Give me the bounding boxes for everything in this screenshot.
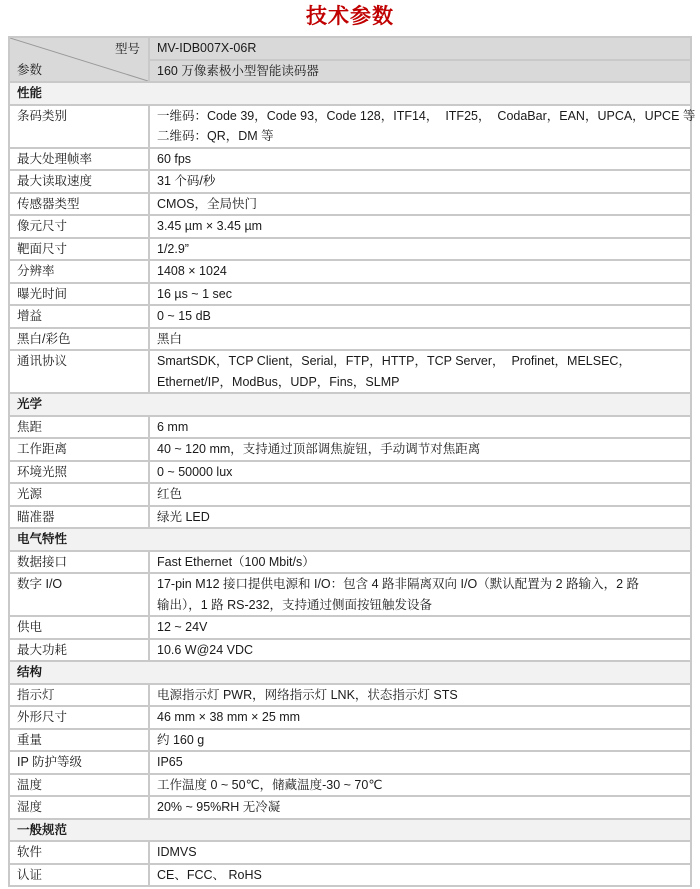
spec-row xyxy=(9,305,691,328)
spec-row xyxy=(9,438,691,461)
spec-label: 最大功耗 xyxy=(9,639,149,662)
spec-row xyxy=(9,706,691,729)
section-title: 性能 xyxy=(9,82,691,105)
spec-value-line: 黑白 xyxy=(157,331,183,346)
spec-value xyxy=(149,729,691,752)
spec-label: 最大处理帧率 xyxy=(9,148,149,171)
section-row xyxy=(9,819,691,842)
section-row xyxy=(9,528,691,551)
spec-label: 外形尺寸 xyxy=(9,706,149,729)
spec-value xyxy=(149,841,691,864)
spec-value xyxy=(149,796,691,819)
spec-value-line: 16 µs ~ 1 sec xyxy=(157,286,232,301)
spec-value xyxy=(149,193,691,216)
spec-value-line: 12 ~ 24V xyxy=(157,620,208,634)
spec-label: 曝光时间 xyxy=(9,283,149,306)
spec-value xyxy=(149,148,691,171)
spec-label: 增益 xyxy=(9,305,149,328)
spec-label: 黑白/彩色 xyxy=(9,328,149,351)
spec-value xyxy=(149,573,691,616)
section-title: 光学 xyxy=(9,393,691,416)
spec-label: 数字 I/O xyxy=(9,573,149,616)
spec-row xyxy=(9,105,691,148)
spec-label: 重量 xyxy=(9,729,149,752)
spec-row xyxy=(9,864,691,887)
spec-value xyxy=(149,260,691,283)
param-label: 参数 xyxy=(17,62,43,77)
spec-value-line: 电源指示灯 PWR，网络指示灯 LNK，状态指示灯 STS xyxy=(157,687,458,702)
spec-value xyxy=(149,416,691,439)
spec-label: 最大读取速度 xyxy=(9,170,149,193)
section-title: 结构 xyxy=(9,661,691,684)
model-label: 型号 xyxy=(114,42,140,56)
spec-value-line: 输出），1 路 RS-232，支持通过侧面按钮触发设备 xyxy=(157,597,433,612)
spec-row xyxy=(9,215,691,238)
spec-value xyxy=(149,751,691,774)
spec-label: IP 防护等级 xyxy=(9,751,149,774)
spec-row xyxy=(9,416,691,439)
spec-label: 认证 xyxy=(9,864,149,887)
spec-row xyxy=(9,461,691,484)
spec-row xyxy=(9,148,691,171)
spec-value xyxy=(149,616,691,639)
spec-value-line: 31 个码/秒 xyxy=(157,174,216,188)
header-row-model xyxy=(9,37,691,60)
spec-value-line: 工作温度 0 ~ 50℃，储藏温度-30 ~ 70℃ xyxy=(157,777,383,792)
header-diagonal-cell xyxy=(9,37,149,82)
spec-row xyxy=(9,551,691,574)
section-row xyxy=(9,82,691,105)
spec-value xyxy=(149,639,691,662)
spec-value-line: 46 mm × 38 mm × 25 mm xyxy=(157,710,301,724)
spec-row xyxy=(9,283,691,306)
spec-value xyxy=(149,684,691,707)
spec-row xyxy=(9,238,691,261)
spec-value xyxy=(149,215,691,238)
spec-value-line: 0 ~ 15 dB xyxy=(157,309,211,323)
spec-row xyxy=(9,796,691,819)
spec-value-line: CMOS，全局快门 xyxy=(157,196,258,211)
spec-value-line: 一维码：Code 39，Code 93，Code 128，ITF14， ITF25， CodaBar，EAN，UPCA，UPCE 等 xyxy=(157,108,696,123)
spec-value-line: 1408 × 1024 xyxy=(157,264,227,278)
spec-value-line: 60 fps xyxy=(157,151,192,166)
spec-value xyxy=(149,461,691,484)
spec-label: 湿度 xyxy=(9,796,149,819)
spec-value xyxy=(149,774,691,797)
spec-row xyxy=(9,684,691,707)
spec-label: 条码类别 xyxy=(9,105,149,148)
spec-row xyxy=(9,616,691,639)
spec-label: 通讯协议 xyxy=(9,350,149,393)
section-row xyxy=(9,393,691,416)
spec-value xyxy=(149,551,691,574)
spec-label: 分辨率 xyxy=(9,260,149,283)
spec-value xyxy=(149,864,691,887)
spec-value-line: 3.45 µm × 3.45 µm xyxy=(157,219,263,233)
page-title: 技术参数 xyxy=(306,5,394,28)
spec-value-line: 0 ~ 50000 lux xyxy=(157,464,233,479)
spec-value-line: IDMVS xyxy=(157,845,197,859)
spec-row xyxy=(9,193,691,216)
spec-row xyxy=(9,506,691,529)
spec-value-line: 40 ~ 120 mm，支持通过顶部调焦旋钮，手动调节对焦距离 xyxy=(157,442,481,456)
spec-value xyxy=(149,506,691,529)
spec-label: 传感器类型 xyxy=(9,193,149,216)
spec-value-line: Fast Ethernet（100 Mbit/s） xyxy=(157,554,315,569)
spec-value-line: 20% ~ 95%RH 无冷凝 xyxy=(157,800,281,814)
spec-row xyxy=(9,841,691,864)
spec-value-line: IP65 xyxy=(157,755,183,769)
spec-table xyxy=(8,36,696,887)
section-title: 电气特性 xyxy=(9,528,691,551)
spec-label: 光源 xyxy=(9,483,149,506)
spec-value-line: 10.6 W@24 VDC xyxy=(157,642,254,657)
spec-row xyxy=(9,639,691,662)
spec-value-line: 红色 xyxy=(157,487,183,501)
spec-value xyxy=(149,170,691,193)
model-description: 160 万像素极小型智能读码器 xyxy=(149,60,691,83)
spec-value xyxy=(149,283,691,306)
spec-label: 焦距 xyxy=(9,416,149,439)
spec-row xyxy=(9,774,691,797)
spec-label: 工作距离 xyxy=(9,438,149,461)
spec-value-line: SmartSDK，TCP Client，Serial，FTP，HTTP，TCP Server， Profinet，MELSEC， xyxy=(157,354,631,368)
spec-value xyxy=(149,483,691,506)
spec-label: 像元尺寸 xyxy=(9,215,149,238)
spec-value-line: 6 mm xyxy=(157,419,189,434)
spec-row xyxy=(9,260,691,283)
spec-value-line: 绿光 LED xyxy=(157,509,210,524)
spec-label: 供电 xyxy=(9,616,149,639)
section-title: 一般规范 xyxy=(9,819,691,842)
spec-row xyxy=(9,170,691,193)
spec-label: 数据接口 xyxy=(9,551,149,574)
spec-value xyxy=(149,305,691,328)
spec-label: 靶面尺寸 xyxy=(9,238,149,261)
spec-row xyxy=(9,328,691,351)
spec-value-line: 1/2.9” xyxy=(157,241,189,256)
model-value: MV-IDB007X-06R xyxy=(149,37,691,60)
section-row xyxy=(9,661,691,684)
spec-label: 瞄准器 xyxy=(9,506,149,529)
spec-row xyxy=(9,350,691,393)
spec-value xyxy=(149,350,691,393)
spec-row xyxy=(9,483,691,506)
spec-label: 环境光照 xyxy=(9,461,149,484)
spec-value-line: 17-pin M12 接口提供电源和 I/O：包含 4 路非隔离双向 I/O（默认配置为 2 路输入，2 路 xyxy=(157,577,640,591)
spec-value xyxy=(149,438,691,461)
spec-label: 温度 xyxy=(9,774,149,797)
spec-row xyxy=(9,729,691,752)
spec-value xyxy=(149,706,691,729)
spec-value xyxy=(149,328,691,351)
spec-row xyxy=(9,573,691,616)
spec-value-line: CE、FCC、 RoHS xyxy=(157,867,262,882)
spec-label: 指示灯 xyxy=(9,684,149,707)
spec-label: 软件 xyxy=(9,841,149,864)
spec-row xyxy=(9,751,691,774)
spec-value-line: 约 160 g xyxy=(157,732,205,747)
spec-value-line: 二维码：QR，DM 等 xyxy=(157,129,274,143)
spec-value xyxy=(149,238,691,261)
spec-value xyxy=(149,105,696,148)
spec-value-line: Ethernet/IP，ModBus，UDP，Fins，SLMP xyxy=(157,374,400,389)
